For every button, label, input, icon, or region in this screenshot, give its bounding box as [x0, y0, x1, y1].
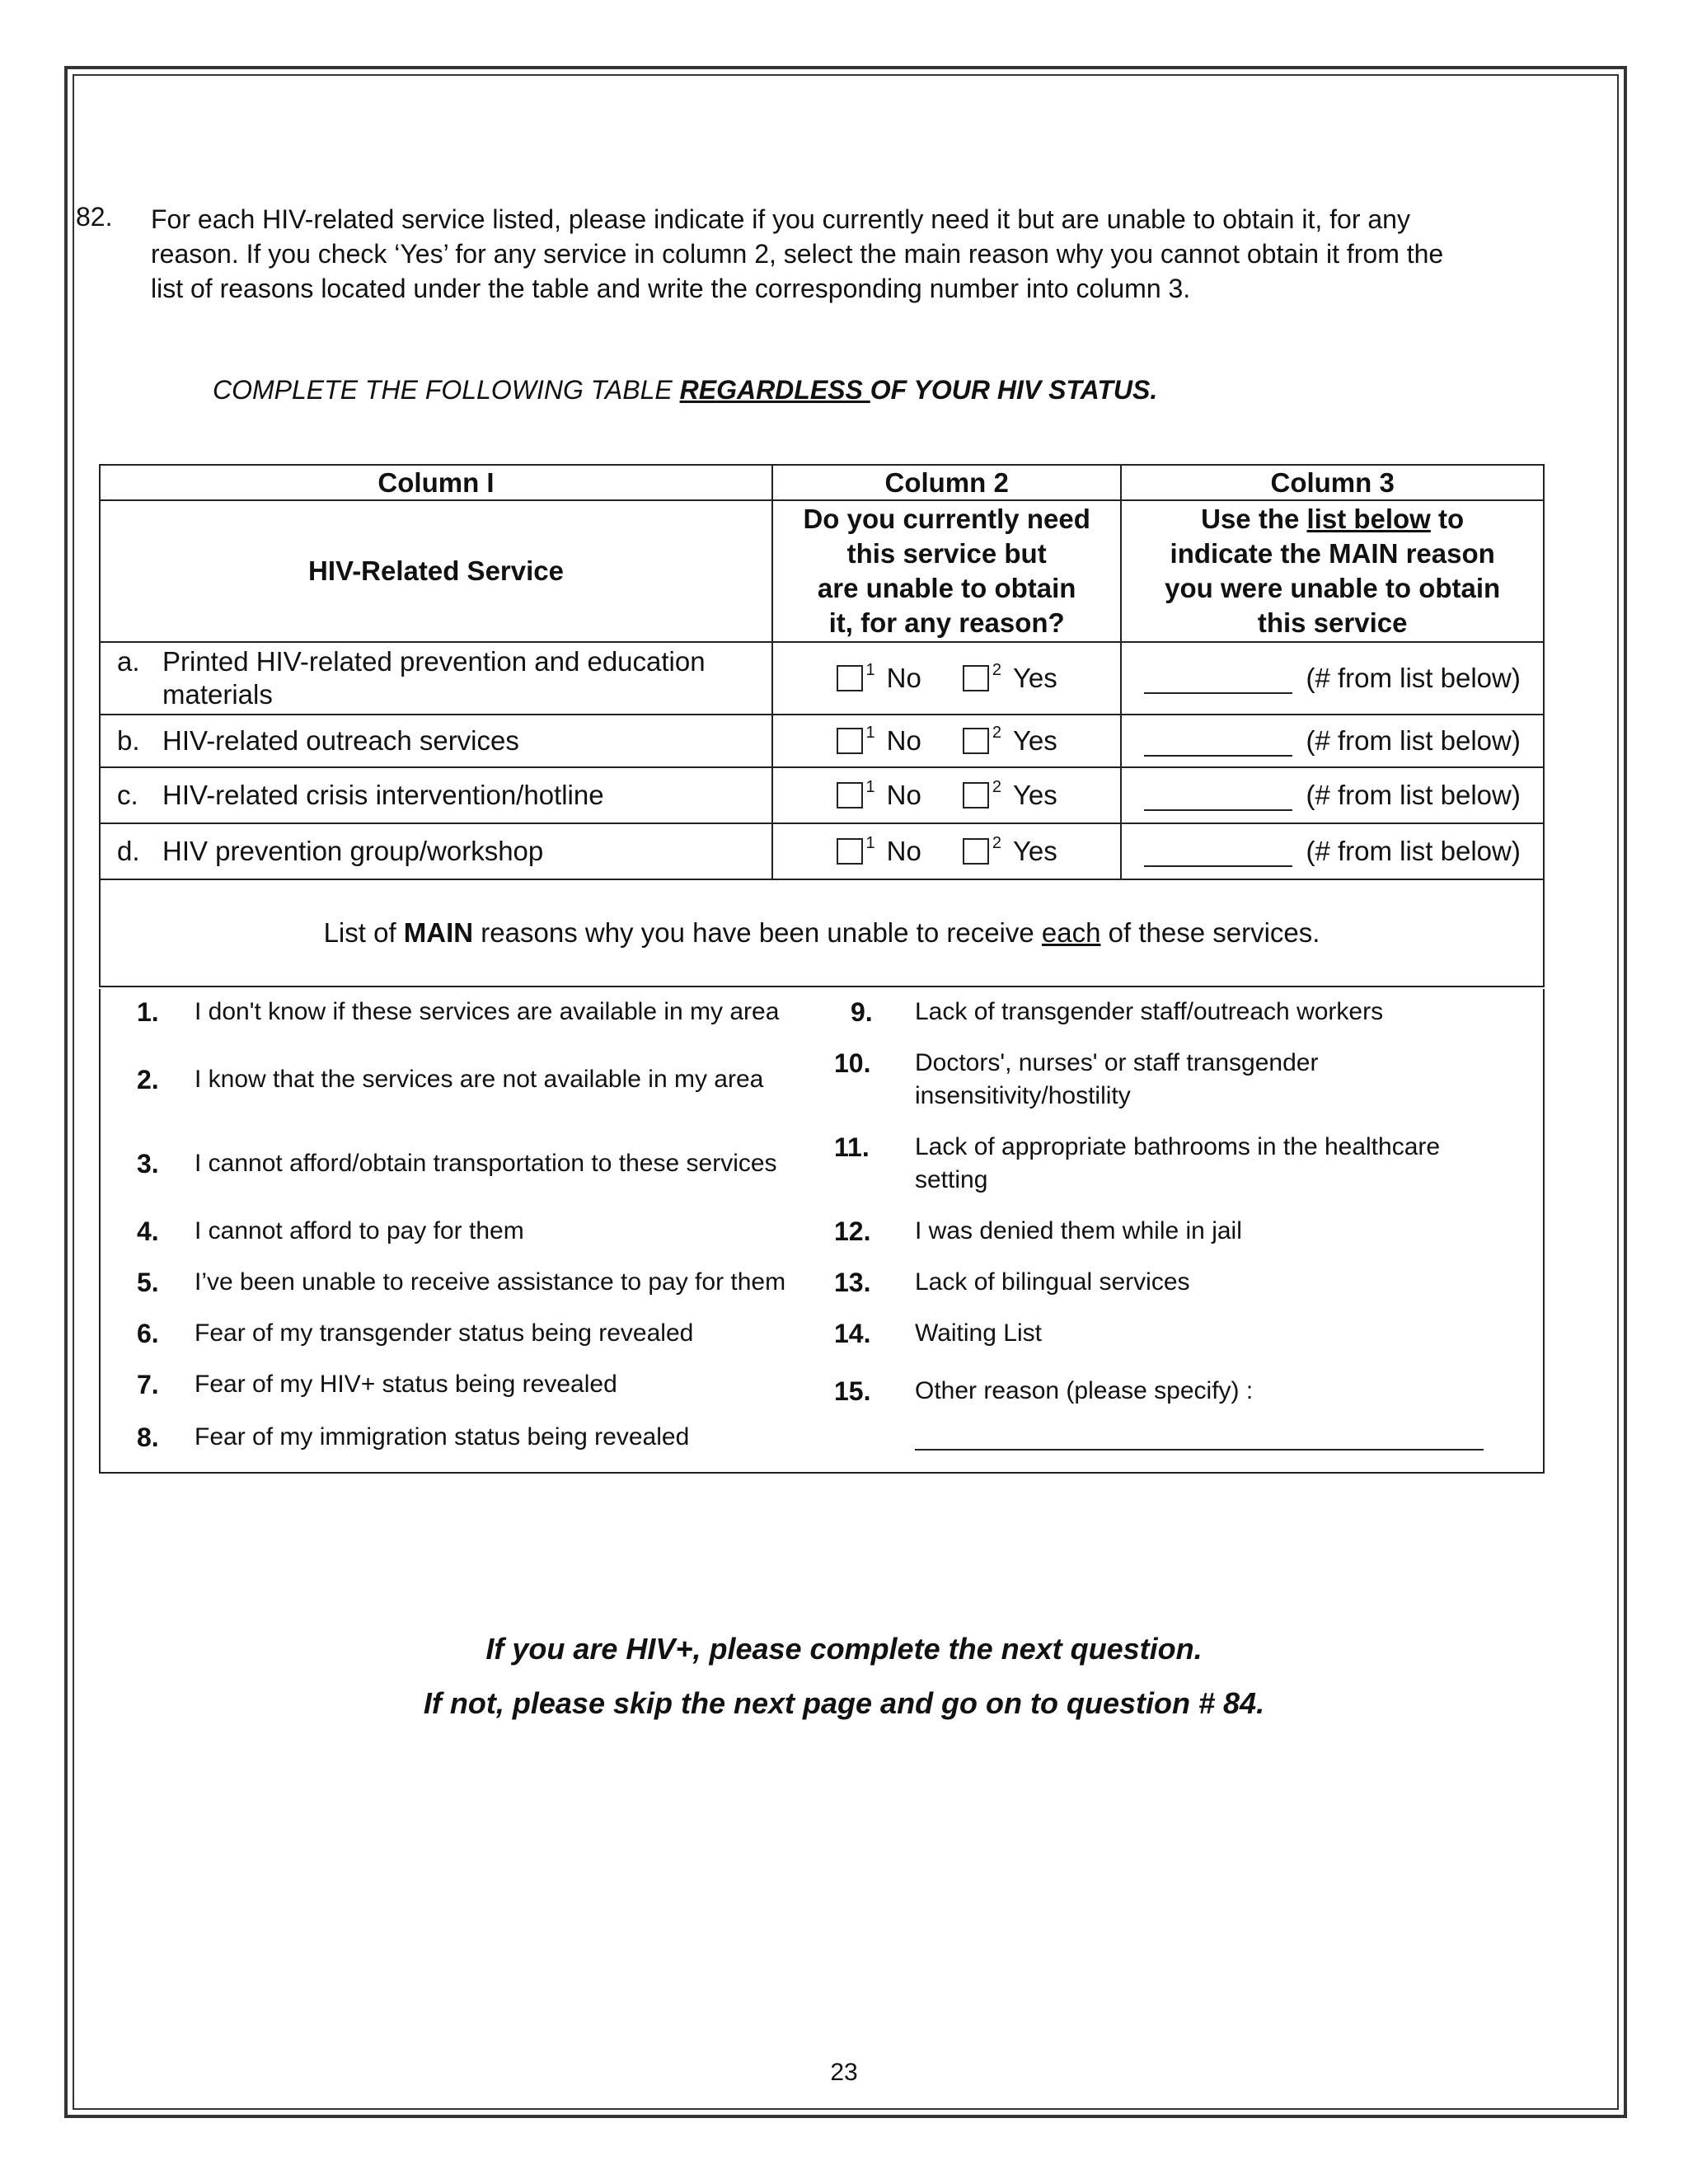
column-2-header: Column 2	[772, 465, 1121, 500]
reason-text: I cannot afford/obtain transportation to these services	[195, 1150, 777, 1177]
column-1-subheader: HIV-Related Service	[100, 500, 772, 642]
list-below-ref: list below	[1306, 504, 1431, 534]
col3-sub-line-4: this service	[1257, 607, 1408, 638]
reason-text: I was denied them while in jail	[915, 1217, 1242, 1244]
row-letter: c.	[117, 780, 138, 810]
yes-code: 2	[992, 660, 1001, 679]
reason-text: Lack of bilingual services	[915, 1268, 1190, 1296]
closing-line-1: If you are HIV+, please complete the next question.	[485, 1632, 1203, 1666]
no-checkbox[interactable]	[837, 728, 863, 754]
reason-number: 7.	[137, 1370, 159, 1399]
col3-sub-line-1	[1122, 502, 1543, 537]
reason-hint: (# from list below)	[1306, 836, 1521, 866]
no-code: 1	[865, 723, 875, 742]
col3-text: Use the	[1201, 504, 1307, 534]
row-letter: d.	[117, 836, 140, 866]
col3-sub-line-3: you were unable to obtain	[1165, 573, 1501, 603]
no-checkbox[interactable]	[837, 838, 863, 865]
column-3-header: Column 3	[1121, 465, 1544, 500]
no-option[interactable]	[837, 725, 921, 757]
yes-code: 2	[992, 723, 1001, 742]
question-text	[151, 202, 1568, 306]
yes-checkbox[interactable]	[963, 728, 989, 754]
yes-checkbox[interactable]	[963, 782, 989, 808]
list-header-text: List of	[323, 917, 404, 948]
yes-label: Yes	[1012, 780, 1057, 810]
col2-sub-line: are unable to obtain	[817, 573, 1076, 603]
row-letter: b.	[117, 725, 140, 756]
question-line-2: reason. If you check ‘Yes’ for any service in column 2, select the main reason why you cannot obtain it from the	[151, 239, 1444, 269]
page-number: 23	[830, 2059, 858, 2086]
yes-checkbox[interactable]	[963, 838, 989, 865]
service-cell	[100, 642, 772, 715]
column-3-subheader	[1121, 500, 1544, 642]
service-cell	[100, 767, 772, 823]
reason-text-cont: setting	[915, 1166, 988, 1193]
service-name: HIV-related outreach services	[162, 725, 519, 756]
no-option[interactable]	[837, 660, 921, 694]
need-cell	[772, 767, 1121, 823]
reason-cell	[1121, 767, 1544, 823]
reason-text: Fear of my HIV+ status being revealed	[195, 1371, 617, 1398]
table-row	[100, 767, 1544, 823]
no-code: 1	[865, 777, 875, 796]
reason-hint: (# from list below)	[1306, 780, 1521, 810]
no-checkbox[interactable]	[837, 665, 863, 691]
list-header-text: reasons why you have been unable to receive	[473, 917, 1042, 948]
no-code: 1	[865, 833, 875, 852]
table-row	[100, 823, 1544, 879]
table-row	[100, 715, 1544, 767]
reasons-list	[99, 989, 1545, 1474]
reason-number: 10.	[834, 1048, 871, 1078]
yes-label: Yes	[1012, 725, 1057, 756]
reason-number: 9.	[851, 997, 873, 1027]
reason-number-blank[interactable]	[1144, 786, 1292, 811]
question-line-1: For each HIV-related service listed, please indicate if you currently need it but are unable to obtain it, for any	[151, 204, 1410, 234]
col2-sub-line: Do you currently need	[803, 504, 1090, 534]
reason-number: 11.	[834, 1132, 870, 1162]
reason-number: 3.	[137, 1149, 159, 1179]
service-cell	[100, 823, 772, 879]
reason-number: 2.	[137, 1065, 159, 1094]
col2-sub-line: this service but	[846, 538, 1047, 569]
column-2-subheader	[772, 500, 1121, 642]
yes-checkbox[interactable]	[963, 665, 989, 691]
reason-number: 5.	[137, 1268, 159, 1297]
reason-text: Fear of my transgender status being revealed	[195, 1319, 694, 1347]
column-header-row	[100, 465, 1544, 500]
yes-option[interactable]	[963, 660, 1057, 694]
reason-text: Waiting List	[915, 1319, 1042, 1347]
no-option[interactable]	[837, 833, 921, 867]
service-name: HIV-related crisis intervention/hotline	[162, 780, 604, 810]
list-header-underline: each	[1041, 917, 1101, 948]
need-cell	[772, 823, 1121, 879]
list-header-bold: MAIN	[403, 917, 474, 948]
no-code: 1	[865, 660, 875, 679]
yes-option[interactable]	[963, 777, 1057, 811]
reason-number-blank[interactable]	[1144, 842, 1292, 867]
yes-label: Yes	[1012, 836, 1057, 866]
question-number: 82.	[76, 202, 113, 232]
col2-sub-line: it, for any reason?	[828, 607, 1065, 638]
service-cell	[100, 715, 772, 767]
reason-cell	[1121, 715, 1544, 767]
column-1-header: Column I	[100, 465, 772, 500]
col3-text: MAIN	[1329, 538, 1399, 569]
closing-line-2: If not, please skip the next page and go on to question # 84.	[423, 1686, 1265, 1720]
col3-text: to	[1430, 504, 1465, 534]
table-row	[100, 642, 1544, 715]
reason-hint: (# from list below)	[1306, 725, 1521, 756]
reason-text: Lack of transgender staff/outreach workers	[915, 998, 1384, 1025]
reason-cell	[1121, 823, 1544, 879]
yes-option[interactable]	[963, 725, 1057, 757]
reason-number: 6.	[137, 1319, 159, 1348]
yes-label: Yes	[1012, 663, 1057, 693]
table-instruction	[213, 375, 1157, 405]
reason-cell	[1121, 642, 1544, 715]
yes-code: 2	[992, 777, 1001, 796]
reasons-list-header	[100, 879, 1544, 987]
reason-number: 13.	[834, 1268, 871, 1297]
reason-text: I cannot afford to pay for them	[195, 1217, 524, 1244]
no-checkbox[interactable]	[837, 782, 863, 808]
other-reason-blank[interactable]	[915, 1449, 1484, 1451]
instruction-part1: COMPLETE THE FOLLOWING TABLE	[213, 375, 680, 405]
reason-text: Doctors', nurses' or staff transgender	[915, 1049, 1319, 1076]
reason-hint: (# from list below)	[1306, 663, 1521, 693]
no-label: No	[886, 780, 921, 810]
instruction-part2: OF YOUR HIV STATUS.	[870, 375, 1158, 405]
reason-number: 14.	[834, 1319, 871, 1348]
service-name: Printed HIV-related prevention and education materials	[162, 646, 706, 710]
no-label: No	[886, 725, 921, 756]
col3-text: indicate the	[1170, 538, 1329, 569]
reason-number-blank[interactable]	[1144, 669, 1292, 694]
reason-text: I’ve been unable to receive assistance to pay for them	[195, 1268, 786, 1296]
reason-text-cont: insensitivity/hostility	[915, 1082, 1131, 1109]
service-name: HIV prevention group/workshop	[162, 836, 544, 866]
column-subheader-row	[100, 500, 1544, 642]
reason-number: 4.	[137, 1216, 159, 1246]
reason-text: Fear of my immigration status being revealed	[195, 1423, 690, 1451]
reason-number-blank[interactable]	[1144, 732, 1292, 757]
yes-code: 2	[992, 833, 1001, 852]
need-cell	[772, 715, 1121, 767]
row-letter: a.	[117, 646, 140, 677]
reason-number: 1.	[137, 997, 159, 1027]
reason-text: I know that the services are not available in my area	[195, 1066, 764, 1093]
services-table	[99, 464, 1545, 987]
question-line-3: list of reasons located under the table and write the corresponding number into column 3.	[151, 274, 1191, 303]
yes-option[interactable]	[963, 833, 1057, 867]
list-header-row	[100, 879, 1544, 987]
reason-text: Lack of appropriate bathrooms in the healthcare	[915, 1133, 1441, 1160]
instruction-emphasis: REGARDLESS	[679, 375, 870, 405]
list-header-text: of these services.	[1100, 917, 1320, 948]
no-label: No	[886, 836, 921, 866]
reason-text: I don't know if these services are available in my area	[195, 998, 780, 1025]
no-label: No	[886, 663, 921, 693]
reason-number: 15.	[834, 1376, 871, 1406]
reason-number: 8.	[137, 1422, 159, 1452]
need-cell	[772, 642, 1121, 715]
no-option[interactable]	[837, 777, 921, 811]
reason-text: Other reason (please specify) :	[915, 1377, 1254, 1404]
reason-number: 12.	[834, 1216, 871, 1246]
col3-sub-line-2	[1122, 537, 1543, 571]
col3-text: reason	[1398, 538, 1495, 569]
